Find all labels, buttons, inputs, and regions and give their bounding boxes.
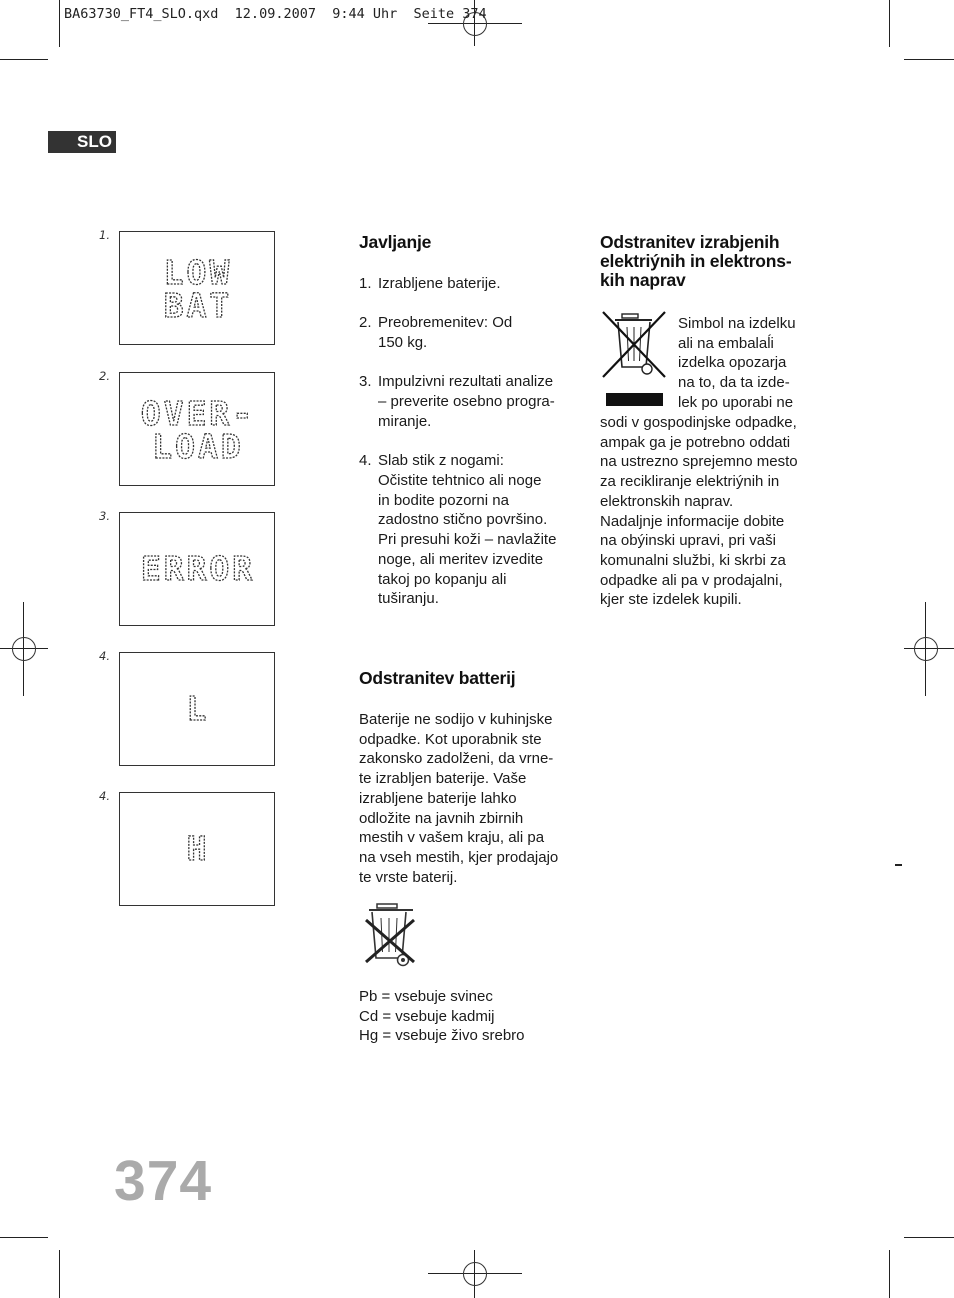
text-line: ali na embalaĺi bbox=[678, 334, 774, 352]
crop-mark bbox=[904, 59, 954, 60]
list-item-line: Preobremenitev: Od bbox=[378, 314, 513, 332]
lcd-text: ERROR bbox=[140, 549, 256, 588]
crop-mark bbox=[0, 59, 48, 60]
legend-line: Cd = vsebuje kadmij bbox=[359, 1007, 495, 1025]
lcd-display bbox=[119, 792, 275, 906]
figure-number: 1. bbox=[99, 228, 110, 242]
text-line: Baterije ne sodijo v kuhinjske bbox=[359, 711, 553, 728]
lcd-text: LOW bbox=[163, 253, 233, 292]
list-item bbox=[359, 451, 574, 609]
text-line: sodi v gospodinjske odpadke, bbox=[600, 414, 797, 431]
list-item-line: 150 kg. bbox=[378, 334, 428, 352]
text-line: odpadke. Kot uporabnik ste bbox=[359, 730, 542, 748]
list-item-number: 2. bbox=[359, 314, 372, 332]
text-line: te izrabljen baterije. Vaše bbox=[359, 770, 527, 788]
text-line: te vrste baterij. bbox=[359, 868, 458, 886]
crossed-bin-icon bbox=[363, 902, 419, 968]
list-item-number: 1. bbox=[359, 275, 372, 292]
list-item-line: in bodite pozorni na bbox=[378, 491, 509, 509]
battery-text bbox=[359, 710, 579, 887]
text-line: za recikliranje elektriýnih in bbox=[600, 473, 780, 491]
weee-bin-icon bbox=[600, 309, 670, 409]
weee-text bbox=[600, 413, 820, 610]
legend-line: Pb = vsebuje svinec bbox=[359, 988, 493, 1005]
text-line: komunalni službi, ki skrbi za bbox=[600, 551, 786, 569]
list-item bbox=[359, 274, 574, 294]
text-line: Simbol na izdelku bbox=[678, 315, 796, 332]
list-item-line: Slab stik z nogami: bbox=[378, 452, 504, 470]
text-line: zakonsko zadolženi, da vrne- bbox=[359, 750, 554, 768]
text-line: ampak ga je potrebno oddati bbox=[600, 433, 791, 451]
lcd-display bbox=[119, 231, 275, 345]
language-label: SLO bbox=[77, 132, 112, 151]
list-item-line: Očistite tehtnico ali noge bbox=[378, 471, 542, 489]
list-item bbox=[359, 372, 574, 431]
crop-mark bbox=[59, 1250, 60, 1298]
figure-number: 2. bbox=[99, 369, 110, 383]
crop-mark bbox=[0, 1237, 48, 1238]
messages-heading: Javljanje bbox=[359, 232, 432, 252]
registration-mark bbox=[463, 1262, 487, 1286]
list-item-line: – preverite osebno progra- bbox=[378, 393, 555, 411]
file-slug: BA63730_FT4_SLO.qxd 12.09.2007 9:44 Uhr Seite 374 bbox=[64, 6, 487, 22]
registration-mark bbox=[12, 637, 36, 661]
figure-number: 3. bbox=[99, 509, 110, 523]
text-line: elektronskih naprav. bbox=[600, 492, 734, 510]
text-line: izrabljene baterije lahko bbox=[359, 789, 517, 807]
text-line: Nadaljnje informacije dobite bbox=[600, 512, 785, 530]
crop-mark bbox=[889, 1250, 890, 1298]
list-item-line: noge, ali meritev izvedite bbox=[378, 550, 544, 568]
list-item-line: tuširanju. bbox=[378, 590, 439, 608]
page-number: 374 bbox=[114, 1149, 213, 1213]
text-line: odložite na javnih zbirnih bbox=[359, 809, 524, 827]
figure-number: 4. bbox=[99, 789, 110, 803]
figure-number: 4. bbox=[99, 649, 110, 663]
text-line: na to, da ta izde- bbox=[678, 374, 790, 392]
crop-mark bbox=[59, 0, 60, 47]
battery-legend bbox=[359, 987, 579, 1046]
crop-mark bbox=[904, 1237, 954, 1238]
lcd-text: H bbox=[186, 829, 210, 868]
list-item-line: zadostno stično površino. bbox=[378, 511, 548, 529]
heading-line: elektriýnih in elektrons- bbox=[600, 251, 792, 271]
lcd-text: L bbox=[186, 689, 210, 728]
list-item-line: Izrabljene baterije. bbox=[378, 275, 501, 292]
text-line: odpadke ali pa v prodajalni, bbox=[600, 571, 783, 589]
list-item-line: miranje. bbox=[378, 412, 432, 430]
text-line: kjer ste izdelek kupili. bbox=[600, 591, 742, 609]
heading-line: Odstranitev izrabjenih bbox=[600, 232, 780, 252]
list-item-line: takoj po kopanju ali bbox=[378, 570, 507, 588]
lcd-text: OVER- bbox=[140, 394, 256, 433]
lcd-display bbox=[119, 652, 275, 766]
heading-line: kih naprav bbox=[600, 270, 686, 290]
weee-text-wrapped bbox=[678, 314, 818, 413]
edge-mark bbox=[895, 864, 902, 866]
text-line: na obýinski upravi, pri vaši bbox=[600, 532, 776, 550]
lcd-text: BAT bbox=[163, 286, 233, 325]
language-badge bbox=[48, 131, 116, 153]
text-line: na vseh mestih, kjer prodajajo bbox=[359, 848, 559, 866]
lcd-text: LOAD bbox=[152, 427, 244, 466]
registration-mark bbox=[914, 637, 938, 661]
text-line: na ustrezno sprejemno mesto bbox=[600, 453, 798, 471]
list-item-line: Pri presuhi koži – navlažite bbox=[378, 531, 557, 549]
list-item-line: Impulzivni rezultati analize bbox=[378, 373, 554, 391]
list-item-number: 4. bbox=[359, 452, 372, 470]
list-item-number: 3. bbox=[359, 373, 372, 391]
list-item bbox=[359, 313, 574, 352]
battery-heading: Odstranitev batterij bbox=[359, 668, 516, 688]
weee-heading bbox=[600, 233, 820, 290]
text-line: izdelka opozarja bbox=[678, 354, 787, 372]
legend-line: Hg = vsebuje živo srebro bbox=[359, 1027, 525, 1045]
crop-mark bbox=[889, 0, 890, 47]
text-line: mestih v vašem kraju, ali pa bbox=[359, 829, 545, 847]
text-line: lek po uporabi ne bbox=[678, 393, 794, 411]
messages-list bbox=[359, 274, 574, 609]
lcd-display bbox=[119, 512, 275, 626]
lcd-display bbox=[119, 372, 275, 486]
